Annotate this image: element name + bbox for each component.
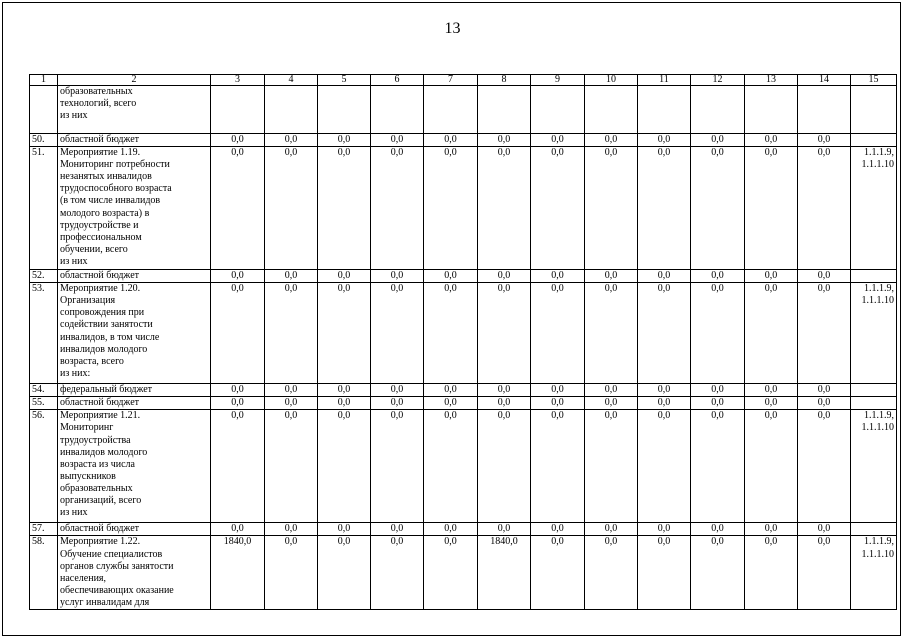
indicator-codes: [851, 397, 897, 410]
value-cell: 0,0: [265, 384, 318, 397]
value-cell: 0,0: [745, 536, 798, 610]
value-cell: [265, 86, 318, 134]
value-cell: 0,0: [745, 410, 798, 523]
value-cell: [318, 86, 371, 134]
value-cell: 0,0: [798, 270, 851, 283]
row-number: 53.: [30, 283, 58, 384]
indicator-code: 1.1.1.9,: [864, 147, 894, 159]
value-cell: 0,0: [211, 384, 265, 397]
column-header: 12: [691, 75, 745, 86]
row-name-line: из них:: [60, 367, 91, 379]
value-cell: 0,0: [585, 536, 638, 610]
value-cell: 0,0: [691, 270, 745, 283]
column-header: 10: [585, 75, 638, 86]
row-number: 50.: [30, 134, 58, 147]
row-name-line: областной бюджет: [60, 523, 140, 535]
table-row: [30, 270, 897, 283]
row-name-line: возраста, всего: [60, 355, 124, 367]
value-cell: 0,0: [478, 410, 531, 523]
value-cell: [745, 86, 798, 134]
value-cell: 0,0: [478, 384, 531, 397]
row-name: [58, 523, 211, 536]
row-number: 57.: [30, 523, 58, 536]
value-cell: 0,0: [585, 397, 638, 410]
table-row: [30, 536, 897, 610]
value-cell: 0,0: [531, 397, 585, 410]
row-name-line: населения,: [60, 572, 107, 584]
column-header: 14: [798, 75, 851, 86]
row-name-line: молодого возраста) в: [60, 207, 150, 219]
column-header: 7: [424, 75, 478, 86]
table-row: [30, 134, 897, 147]
table-row: [30, 147, 897, 270]
value-cell: 0,0: [478, 283, 531, 384]
value-cell: 0,0: [638, 523, 691, 536]
indicator-codes: [851, 410, 897, 523]
value-cell: [531, 86, 585, 134]
value-cell: 0,0: [585, 134, 638, 147]
value-cell: 0,0: [478, 270, 531, 283]
value-cell: 0,0: [318, 410, 371, 523]
row-name-line: трудоустройстве и: [60, 219, 139, 231]
row-name-line: обеспечивающих оказание: [60, 584, 174, 596]
value-cell: [478, 86, 531, 134]
column-header: 1: [30, 75, 58, 86]
value-cell: 0,0: [531, 134, 585, 147]
table-row: [30, 384, 897, 397]
row-name-line: трудоустройства: [60, 434, 131, 446]
table-row: [30, 410, 897, 523]
row-name-line: из них: [60, 255, 88, 267]
row-name-line: Обучение специалистов: [60, 548, 163, 560]
value-cell: 0,0: [424, 410, 478, 523]
value-cell: 0,0: [798, 523, 851, 536]
table-header-row: [30, 75, 897, 86]
value-cell: 0,0: [691, 397, 745, 410]
indicator-codes: [851, 86, 897, 134]
row-name-line: профессиональном: [60, 231, 142, 243]
value-cell: 0,0: [318, 270, 371, 283]
row-name-line: Организация: [60, 295, 116, 307]
row-name-line: областной бюджет: [60, 134, 140, 145]
value-cell: 0,0: [371, 147, 424, 270]
value-cell: 0,0: [318, 384, 371, 397]
value-cell: 0,0: [424, 523, 478, 536]
column-header: 3: [211, 75, 265, 86]
value-cell: 0,0: [211, 397, 265, 410]
column-header: 13: [745, 75, 798, 86]
column-header: 9: [531, 75, 585, 86]
row-name: [58, 384, 211, 397]
table-row: [30, 397, 897, 410]
indicator-code: 1.1.1.10: [861, 548, 894, 560]
value-cell: 0,0: [531, 536, 585, 610]
value-cell: 0,0: [371, 536, 424, 610]
value-cell: 0,0: [585, 283, 638, 384]
value-cell: 0,0: [745, 147, 798, 270]
value-cell: 0,0: [691, 410, 745, 523]
row-number: 56.: [30, 410, 58, 523]
row-name-line: обучении, всего: [60, 243, 128, 255]
row-number: 54.: [30, 384, 58, 397]
value-cell: 0,0: [371, 410, 424, 523]
row-name-line: сопровождения при: [60, 307, 145, 319]
value-cell: 0,0: [371, 283, 424, 384]
indicator-codes: [851, 384, 897, 397]
value-cell: 0,0: [531, 384, 585, 397]
row-name-line: организаций, всего: [60, 495, 142, 507]
value-cell: 0,0: [585, 523, 638, 536]
value-cell: 0,0: [531, 523, 585, 536]
value-cell: 0,0: [745, 397, 798, 410]
value-cell: 0,0: [478, 397, 531, 410]
value-cell: 0,0: [424, 384, 478, 397]
value-cell: 0,0: [424, 134, 478, 147]
row-name-line: образовательных: [60, 86, 133, 97]
row-name-line: Мероприятие 1.21.: [60, 410, 141, 422]
value-cell: 0,0: [638, 384, 691, 397]
value-cell: 0,0: [638, 270, 691, 283]
value-cell: 0,0: [211, 283, 265, 384]
value-cell: 0,0: [691, 536, 745, 610]
column-header: 4: [265, 75, 318, 86]
value-cell: 0,0: [318, 134, 371, 147]
value-cell: 0,0: [585, 384, 638, 397]
row-name-line: образовательных: [60, 482, 133, 494]
indicator-code: 1.1.1.9,: [864, 536, 894, 548]
row-name: [58, 134, 211, 147]
row-name: [58, 397, 211, 410]
value-cell: 0,0: [265, 397, 318, 410]
row-name-line: органов службы занятости: [60, 560, 174, 572]
value-cell: 0,0: [211, 523, 265, 536]
indicator-code: 1.1.1.10: [861, 295, 894, 307]
table-row: [30, 283, 897, 384]
value-cell: 0,0: [585, 147, 638, 270]
value-cell: 0,0: [638, 536, 691, 610]
row-name-line: инвалидов молодого: [60, 343, 148, 355]
value-cell: [211, 86, 265, 134]
value-cell: 0,0: [265, 147, 318, 270]
value-cell: 0,0: [265, 410, 318, 523]
indicator-code: 1.1.1.10: [861, 422, 894, 434]
row-name-line: возраста из числа: [60, 458, 135, 470]
value-cell: 0,0: [585, 410, 638, 523]
indicator-code: 1.1.1.10: [861, 159, 894, 171]
row-name-line: областной бюджет: [60, 270, 140, 282]
value-cell: 0,0: [798, 410, 851, 523]
row-number: 55.: [30, 397, 58, 410]
value-cell: [585, 86, 638, 134]
column-header: 6: [371, 75, 424, 86]
value-cell: 0,0: [371, 397, 424, 410]
row-name-line: Мониторинг: [60, 422, 114, 434]
budget-table: [29, 74, 897, 610]
column-header: 8: [478, 75, 531, 86]
value-cell: 0,0: [371, 134, 424, 147]
column-header: 2: [58, 75, 211, 86]
value-cell: 0,0: [265, 270, 318, 283]
value-cell: 0,0: [318, 523, 371, 536]
value-cell: 0,0: [211, 134, 265, 147]
value-cell: 0,0: [798, 283, 851, 384]
row-name-line: Мероприятие 1.22.: [60, 536, 141, 548]
row-name-line: Мероприятие 1.19.: [60, 147, 141, 159]
value-cell: 0,0: [531, 147, 585, 270]
value-cell: 0,0: [211, 270, 265, 283]
value-cell: 0,0: [798, 536, 851, 610]
value-cell: 0,0: [638, 397, 691, 410]
value-cell: [691, 86, 745, 134]
row-name-line: незанятых инвалидов: [60, 171, 152, 183]
indicator-codes: [851, 147, 897, 270]
indicator-codes: [851, 134, 897, 147]
value-cell: 0,0: [691, 384, 745, 397]
value-cell: 0,0: [691, 134, 745, 147]
value-cell: 0,0: [798, 397, 851, 410]
value-cell: 0,0: [691, 147, 745, 270]
value-cell: 0,0: [745, 134, 798, 147]
value-cell: 0,0: [638, 283, 691, 384]
value-cell: 0,0: [478, 523, 531, 536]
page-number: 13: [444, 20, 461, 37]
row-name-line: (в том числе инвалидов: [60, 195, 161, 207]
value-cell: 1840,0: [478, 536, 531, 610]
value-cell: 0,0: [691, 283, 745, 384]
row-name-line: содействии занятости: [60, 319, 153, 331]
row-name-line: инвалидов, в том числе: [60, 331, 160, 343]
indicator-codes: [851, 270, 897, 283]
indicator-code: 1.1.1.9,: [864, 410, 894, 422]
row-number: 58.: [30, 536, 58, 610]
value-cell: 0,0: [211, 147, 265, 270]
value-cell: 0,0: [745, 270, 798, 283]
value-cell: 0,0: [798, 384, 851, 397]
value-cell: 0,0: [424, 147, 478, 270]
value-cell: 0,0: [531, 410, 585, 523]
value-cell: 0,0: [478, 134, 531, 147]
indicator-codes: [851, 283, 897, 384]
value-cell: 0,0: [478, 147, 531, 270]
value-cell: 0,0: [745, 523, 798, 536]
row-name-line: Мониторинг потребности: [60, 159, 170, 171]
value-cell: 0,0: [265, 523, 318, 536]
value-cell: 0,0: [638, 147, 691, 270]
row-name: [58, 86, 211, 134]
value-cell: 0,0: [798, 147, 851, 270]
value-cell: 0,0: [318, 283, 371, 384]
value-cell: 0,0: [318, 147, 371, 270]
value-cell: 0,0: [318, 536, 371, 610]
row-name-line: трудоспособного возраста: [60, 183, 172, 195]
value-cell: 0,0: [424, 283, 478, 384]
value-cell: 0,0: [691, 523, 745, 536]
value-cell: 0,0: [265, 536, 318, 610]
value-cell: 0,0: [265, 134, 318, 147]
row-number: [30, 86, 58, 134]
row-name-line: из них: [60, 507, 88, 519]
row-number: 51.: [30, 147, 58, 270]
row-name: [58, 410, 211, 523]
value-cell: 0,0: [745, 384, 798, 397]
row-name-line: областной бюджет: [60, 397, 140, 409]
indicator-codes: [851, 523, 897, 536]
column-header: 11: [638, 75, 691, 86]
value-cell: 0,0: [585, 270, 638, 283]
value-cell: 0,0: [424, 536, 478, 610]
value-cell: 1840,0: [211, 536, 265, 610]
value-cell: [424, 86, 478, 134]
column-header: 5: [318, 75, 371, 86]
indicator-codes: [851, 536, 897, 610]
value-cell: 0,0: [371, 384, 424, 397]
value-cell: 0,0: [371, 270, 424, 283]
column-header: 15: [851, 75, 897, 86]
value-cell: 0,0: [638, 134, 691, 147]
row-name: [58, 283, 211, 384]
row-name: [58, 147, 211, 270]
row-name: [58, 536, 211, 610]
value-cell: 0,0: [211, 410, 265, 523]
indicator-code: 1.1.1.9,: [864, 283, 894, 295]
value-cell: 0,0: [265, 283, 318, 384]
row-name-line: выпускников: [60, 470, 116, 482]
value-cell: 0,0: [745, 283, 798, 384]
value-cell: 0,0: [531, 283, 585, 384]
table-row: [30, 523, 897, 536]
row-name: [58, 270, 211, 283]
table-row: [30, 86, 897, 134]
row-name-line: федеральный бюджет: [60, 384, 153, 396]
row-number: 52.: [30, 270, 58, 283]
value-cell: 0,0: [424, 397, 478, 410]
value-cell: 0,0: [638, 410, 691, 523]
value-cell: 0,0: [798, 134, 851, 147]
value-cell: [371, 86, 424, 134]
row-name-line: услуг инвалидам для: [60, 596, 150, 608]
row-name-line: технологий, всего: [60, 98, 137, 110]
value-cell: 0,0: [424, 270, 478, 283]
value-cell: [798, 86, 851, 134]
value-cell: 0,0: [531, 270, 585, 283]
value-cell: 0,0: [318, 397, 371, 410]
value-cell: [638, 86, 691, 134]
row-name-line: из них: [60, 110, 88, 122]
value-cell: 0,0: [371, 523, 424, 536]
row-name-line: Мероприятие 1.20.: [60, 283, 141, 295]
row-name-line: инвалидов молодого: [60, 446, 148, 458]
